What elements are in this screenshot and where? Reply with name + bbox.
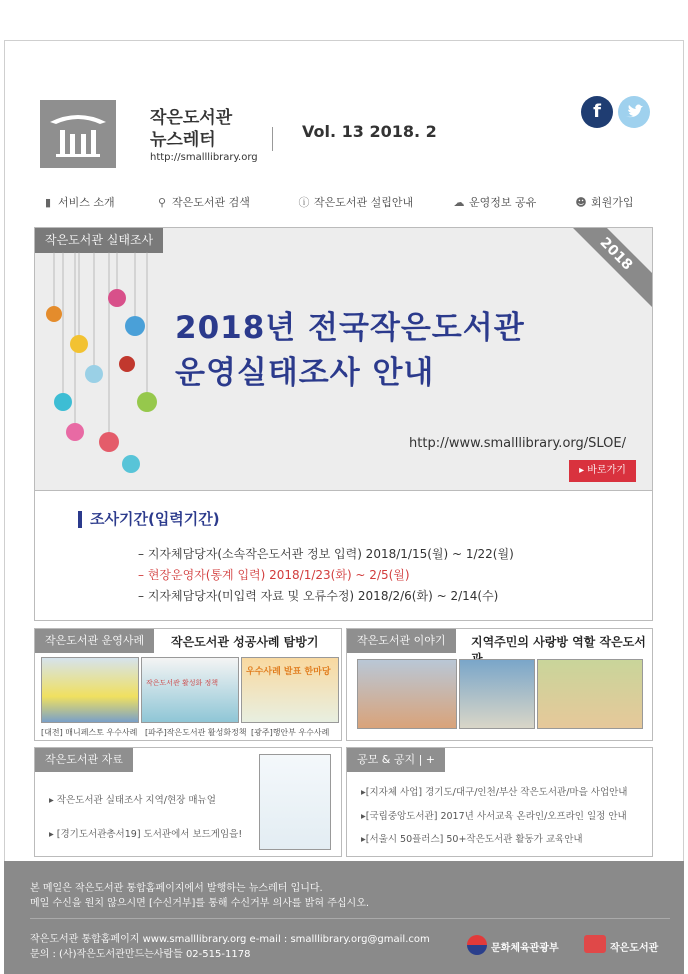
ministry-emblem-icon [467, 935, 487, 955]
cases-heading: 작은도서관 성공사례 탐방기 [171, 635, 319, 649]
notice-item[interactable]: ▸[국립중앙도서관] 2017년 사서교육 온라인/오프라인 일정 안내 [361, 811, 627, 822]
footer [4, 861, 684, 974]
nav-label: 서비스 소개 [58, 196, 115, 209]
users-icon: ☻ [575, 196, 587, 209]
resource-item[interactable]: ▸ [경기도서관총서19] 도서관에서 보드게임을! [49, 829, 243, 840]
hero-title-line1: 2018년 전국작은도서관 [175, 310, 525, 346]
resources-box[interactable] [34, 747, 342, 857]
chat-icon: ☁ [453, 196, 465, 209]
case-photo-text: 우수사례 발표 한마당 [246, 667, 331, 677]
story-box[interactable] [346, 628, 653, 741]
footer-unsubscribe[interactable]: 메일 수신을 원치 않으시면 [수신거부]를 통해 수신거부 의사를 밝혀 주십시오. [30, 898, 370, 909]
notice-item[interactable]: ▸[서울시 50플러스] 50+작은도서관 활동가 교육안내 [361, 834, 583, 845]
cases-box[interactable] [34, 628, 342, 741]
nav-item-join[interactable] [575, 194, 634, 210]
survey-period [34, 491, 653, 621]
org-logo-icon [584, 935, 606, 953]
case-caption: [대전] 매니페스토 우수사례 [41, 728, 138, 737]
nav-label: 운영정보 공유 [469, 196, 537, 209]
notice-tag[interactable]: 공모 & 공지 | + [347, 748, 445, 772]
resources-tag: 작은도서관 자료 [35, 748, 133, 772]
footer-notice: 본 메일은 작은도서관 통합홈페이지에서 발행하는 뉴스레터 입니다. [30, 883, 323, 894]
case-photo-text: 작은도서관 활성화 정책 [146, 679, 219, 687]
period-line: – 지자체담당자(소속작은도서관 정보 입력) 2018/1/15(월) ~ 1/22(월) [138, 547, 514, 561]
ministry-name: 문화체육관광부 [491, 943, 559, 954]
brand-url[interactable]: http://smalllibrary.org [150, 152, 258, 163]
flower-decoration-icon [39, 252, 169, 491]
header-divider [272, 127, 273, 151]
case-caption: [광주]행안부 우수사례 [251, 728, 330, 737]
cases-tag: 작은도서관 운영사례 [35, 629, 154, 653]
case-photo-gwangju[interactable] [241, 657, 339, 723]
case-caption: [파주]작은도서관 활성화정책 [145, 728, 247, 737]
info-icon: ⓘ [298, 196, 310, 209]
brand-title [150, 107, 232, 151]
case-photo-daejeon[interactable] [41, 657, 139, 723]
hero-banner[interactable] [34, 227, 653, 491]
nav-label: 작은도서관 설립안내 [314, 196, 414, 209]
resource-item[interactable]: ▸ 작은도서관 실태조사 지역/현장 매뉴얼 [49, 795, 216, 806]
report-cover-image[interactable] [259, 754, 331, 850]
story-photo-3[interactable] [537, 659, 643, 729]
period-line-highlight: – 현장운영자(통계 입력) 2018/1/23(화) ~ 2/5(월) [138, 568, 410, 582]
year-ribbon: 2018 [558, 227, 653, 312]
nav-label: 회원가입 [591, 196, 634, 209]
nav-item-setup[interactable] [298, 194, 413, 210]
case-photo-paju[interactable] [141, 657, 239, 723]
footer-phone: 문의 : (사)작은도서관만드는사람들 02-515-1178 [30, 949, 251, 960]
notice-item[interactable]: ▸[지자체 사업] 경기도/대구/인천/부산 작은도서관/마을 사업안내 [361, 787, 628, 798]
period-title: 조사기간(입력기간) [78, 511, 220, 528]
hero-tag: 작은도서관 실태조사 [35, 228, 163, 253]
org-name: 작은도서관 [610, 943, 659, 954]
brand-line2: 뉴스레터 [150, 130, 216, 150]
volume-label: Vol. 13 2018. 2 [302, 122, 437, 141]
story-heading: 지역주민의 사랑방 역할 작은도서 [471, 635, 646, 649]
notice-box[interactable] [346, 747, 653, 857]
main-nav [0, 194, 688, 212]
book-icon: ▮ [44, 196, 52, 209]
go-button[interactable]: ▸ 바로가기 [569, 460, 636, 482]
nav-item-search[interactable] [156, 194, 250, 210]
nav-label: 작은도서관 검색 [172, 196, 250, 209]
library-logo[interactable] [40, 100, 116, 168]
hero-url[interactable]: http://www.smalllibrary.org/SLOE/ [409, 436, 626, 451]
story-photo-2[interactable] [459, 659, 535, 729]
nav-item-share[interactable] [453, 194, 536, 210]
facebook-icon[interactable]: f [581, 96, 613, 128]
location-pin-icon: ⚲ [157, 196, 167, 209]
footer-divider [30, 918, 670, 919]
footer-contact[interactable]: 작은도서관 통합홈페이지 www.smalllibrary.org e-mail : smalllibrary.org@gmail.com [30, 934, 430, 945]
period-line: – 지자체담당자(미입력 자료 및 오류수정) 2018/2/6(화) ~ 2/14(수) [138, 589, 499, 603]
hero-title-line2: 운영실태조사 안내 [175, 355, 435, 391]
brand-line1: 작은도서관 [150, 108, 233, 128]
nav-item-service[interactable] [42, 194, 115, 210]
hero-title [175, 306, 525, 396]
story-tag: 작은도서관 이야기 [347, 629, 456, 653]
library-logo-icon [40, 100, 116, 168]
twitter-icon[interactable] [618, 96, 650, 128]
story-photo-1[interactable] [357, 659, 457, 729]
